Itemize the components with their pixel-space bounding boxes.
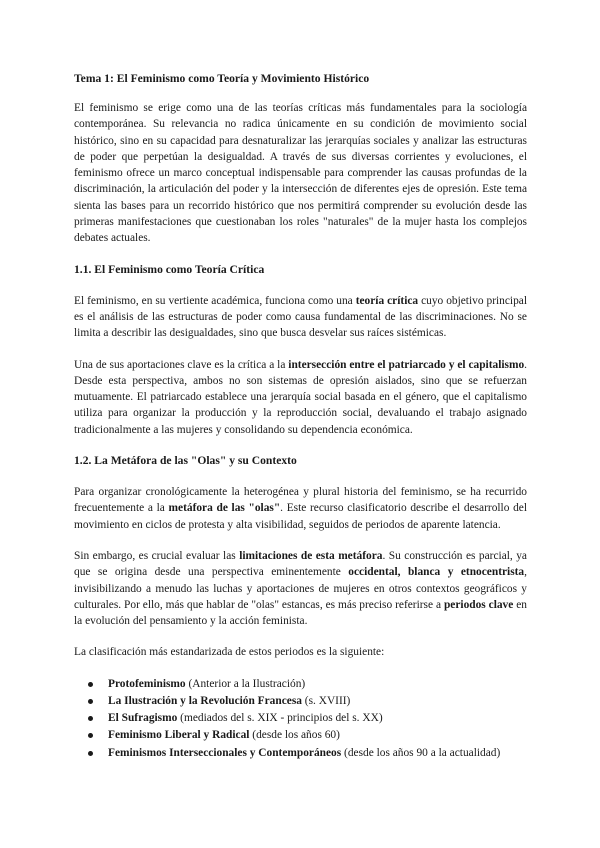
list-item — [74, 745, 527, 762]
text: . Este recurso clasificatorio describe el desarrollo del movimiento en ciclos de protesta y alta visibilidad, seguidos de periodos de aparente latencia. — [74, 502, 528, 531]
list-item-term: El Sufragismo — [108, 712, 178, 725]
text: Una de sus aportaciones clave es la crítica a la — [74, 358, 289, 371]
section-heading-1-2: 1.2. La Metáfora de las "Olas" y su Contexto — [74, 454, 297, 468]
document-page — [74, 71, 527, 762]
paragraph-critical-theory — [74, 293, 527, 342]
periods-list — [74, 676, 527, 762]
bold-term: metáfora de las "olas" — [168, 502, 281, 515]
paragraph-metaphor-limitations — [74, 548, 527, 629]
bullet-icon — [88, 733, 93, 738]
list-item — [74, 693, 527, 710]
intro-paragraph: El feminismo se erige como una de las teorías críticas más fundamentales para la sociología contemporánea. Su relevancia no radica únicamente en su condición de movimiento social histórico, sino en su capacidad para desnaturalizar las jerarquías sociales y analizar las estructuras de poder que perpetúan la desigualdad. A través de sus diversas corrientes y evoluciones, el feminismo ofrece un marco conceptual indispensable para comprender las causas profundas de la discriminación, la articulación del poder y la intersección de diferentes ejes de opresión. Este tema sienta las bases para un recorrido histórico que nos permitirá comprender su evolución desde las primeras manifestaciones que cuestionaban los roles "naturales" de la mujer hasta los complejos debates actuales. — [74, 102, 527, 245]
bullet-icon — [88, 682, 93, 687]
list-item-detail: (desde los años 60) — [249, 729, 340, 742]
document-title: Tema 1: El Feminismo como Teoría y Movimiento Histórico — [74, 72, 370, 85]
list-item-term: Feminismo Liberal y Radical — [108, 729, 250, 742]
list-item-detail: (s. XVIII) — [301, 694, 351, 707]
list-item — [74, 727, 527, 744]
bullet-icon — [88, 751, 93, 756]
list-item-term: Feminismos Interseccionales y Contemporáneos — [108, 746, 342, 759]
paragraph-waves-metaphor — [74, 484, 527, 533]
text: cuyo objetivo principal es el análisis de las estructuras de poder como causa fundamental de las discriminaciones. No se limita a describir las desigualdades, sino que busca desvelar sus raíces sistémicas. — [74, 294, 527, 340]
bold-term: intersección entre el patriarcado y el capitalismo — [288, 358, 525, 371]
bold-term: limitaciones de esta metáfora — [239, 549, 383, 562]
bold-term: occidental, blanca y etnocentrista — [348, 566, 525, 579]
list-item — [74, 676, 527, 693]
text: Para organizar cronológicamente la heterogénea y plural historia del feminismo, se ha recurrido frecuentemente a la — [74, 486, 527, 515]
list-item-term: Protofeminismo — [108, 677, 186, 690]
text: Sin embargo, es crucial evaluar las — [74, 549, 240, 562]
list-item-term: La Ilustración y la Revolución Francesa — [108, 694, 302, 707]
list-item-detail: (mediados del s. XIX - principios del s. XX) — [177, 712, 383, 725]
bullet-icon — [88, 699, 93, 704]
text: en la evolución del pensamiento y la acción feminista. — [74, 598, 527, 628]
section-heading-1-1: 1.1. El Feminismo como Teoría Crítica — [74, 262, 265, 276]
text: El feminismo, en su vertiente académica, funciona como una — [74, 294, 356, 307]
list-item-detail: (desde los años 90 a la actualidad) — [341, 746, 501, 759]
text: , invisibilizando a menudo las luchas y aportaciones de mujeres en otros contextos geográficos y culturales. Por ello, más que hablar de "olas" estancas, es más preciso referirse a — [74, 566, 527, 611]
text: . Desde esta perspectiva, ambos no son sistemas de opresión aislados, sino que se refuerzan mutuamente. El patriarcado establece una jerarquía social basada en el género, que el capitalismo utiliza para organizar la producción y la reproducción social, devaluando el trabajo asignado tradicionalmente a las mujeres y consolidando su dependencia económica. — [74, 358, 527, 436]
bullet-icon — [88, 716, 93, 721]
bold-term: periodos clave — [443, 598, 514, 611]
text: . Su construcción es parcial, ya que se origina desde una perspectiva eminentemente — [74, 549, 527, 579]
list-item — [74, 710, 527, 727]
list-item-detail: (Anterior a la Ilustración) — [185, 677, 306, 690]
bold-term: teoría crítica — [355, 294, 419, 307]
paragraph-classification-intro: La clasificación más estandarizada de estos periodos es la siguiente: — [74, 646, 385, 659]
paragraph-patriarchy-capitalism — [74, 357, 527, 438]
